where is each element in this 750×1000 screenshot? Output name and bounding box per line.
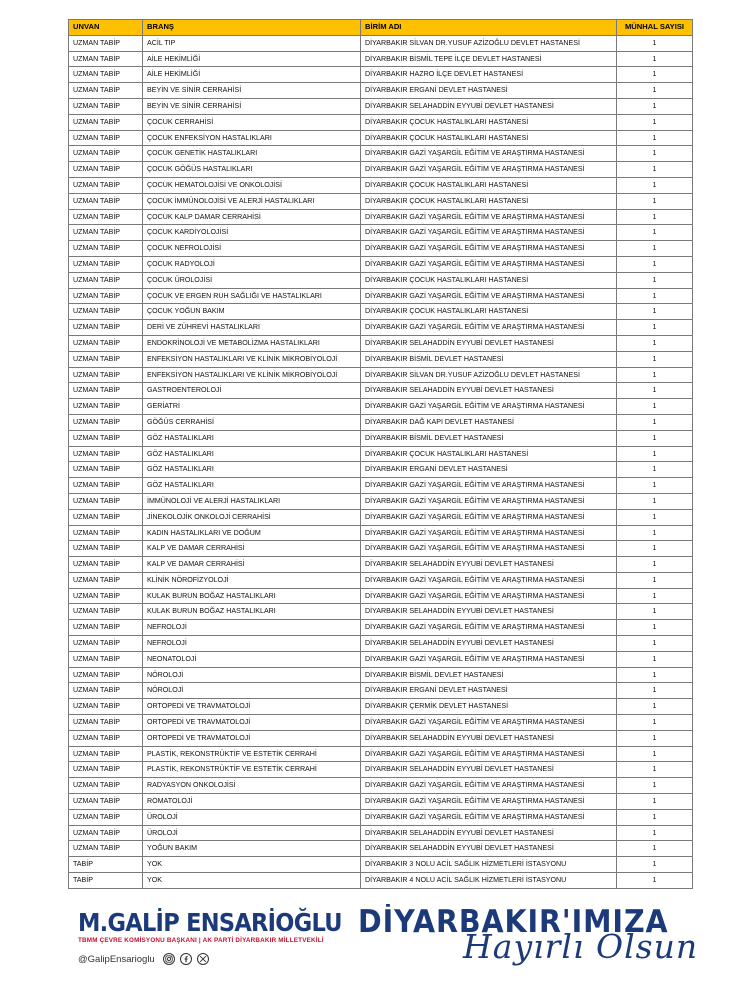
cell-unvan: UZMAN TABİP — [69, 778, 143, 794]
cell-unvan: UZMAN TABİP — [69, 604, 143, 620]
header-brans: BRANŞ — [143, 20, 361, 36]
cell-birim-adi: DİYARBAKIR BİSMİL DEVLET HASTANESİ — [361, 667, 617, 683]
cell-birim-adi: DİYARBAKIR GAZİ YAŞARGİL EĞİTİM VE ARAŞTIRMA HASTANESİ — [361, 651, 617, 667]
cell-brans: NÖROLOJİ — [143, 683, 361, 699]
cell-unvan: UZMAN TABİP — [69, 225, 143, 241]
cell-unvan: UZMAN TABİP — [69, 462, 143, 478]
slogan-script: Hayırlı Olsun — [463, 927, 699, 966]
cell-brans: PLASTİK, REKONSTRÜKTİF VE ESTETİK CERRAHİ — [143, 746, 361, 762]
cell-brans: YOĞUN BAKIM — [143, 841, 361, 857]
cell-munhal-sayisi: 1 — [617, 604, 693, 620]
cell-brans: ÇOCUK VE ERGEN RUH SAĞLIĞI VE HASTALIKLARI — [143, 288, 361, 304]
table-row — [69, 683, 693, 699]
cell-birim-adi: DİYARBAKIR SELAHADDİN EYYUBİ DEVLET HASTANESİ — [361, 604, 617, 620]
table-row — [69, 825, 693, 841]
cell-unvan: UZMAN TABİP — [69, 446, 143, 462]
cell-unvan: UZMAN TABİP — [69, 414, 143, 430]
cell-birim-adi: DİYARBAKIR GAZİ YAŞARGİL EĞİTİM VE ARAŞTIRMA HASTANESİ — [361, 572, 617, 588]
cell-brans: KULAK BURUN BOĞAZ HASTALIKLARI — [143, 604, 361, 620]
cell-birim-adi: DİYARBAKIR BİSMİL DEVLET HASTANESİ — [361, 430, 617, 446]
cell-birim-adi: DİYARBAKIR DAĞ KAPI DEVLET HASTANESİ — [361, 414, 617, 430]
table-row — [69, 83, 693, 99]
cell-unvan: UZMAN TABİP — [69, 272, 143, 288]
cell-birim-adi: DİYARBAKIR GAZİ YAŞARGİL EĞİTİM VE ARAŞTIRMA HASTANESİ — [361, 209, 617, 225]
table-row — [69, 636, 693, 652]
table-row — [69, 367, 693, 383]
cell-brans: GÖZ HASTALIKLARI — [143, 478, 361, 494]
cell-munhal-sayisi: 1 — [617, 620, 693, 636]
cell-birim-adi: DİYARBAKIR GAZİ YAŞARGİL EĞİTİM VE ARAŞTIRMA HASTANESİ — [361, 478, 617, 494]
cell-unvan: UZMAN TABİP — [69, 351, 143, 367]
table-row — [69, 478, 693, 494]
cell-birim-adi: DİYARBAKIR HAZRO İLÇE DEVLET HASTANESİ — [361, 67, 617, 83]
cell-unvan: UZMAN TABİP — [69, 51, 143, 67]
cell-birim-adi: DİYARBAKIR GAZİ YAŞARGİL EĞİTİM VE ARAŞTIRMA HASTANESİ — [361, 399, 617, 415]
cell-unvan: UZMAN TABİP — [69, 541, 143, 557]
cell-unvan: UZMAN TABİP — [69, 114, 143, 130]
table-row — [69, 809, 693, 825]
politician-brand — [78, 908, 342, 965]
header-birim-adi: BİRİM ADI — [361, 20, 617, 36]
cell-munhal-sayisi: 1 — [617, 177, 693, 193]
table-row — [69, 873, 693, 889]
cell-birim-adi: DİYARBAKIR BİSMİL TEPE İLÇE DEVLET HASTANESİ — [361, 51, 617, 67]
cell-munhal-sayisi: 1 — [617, 414, 693, 430]
cell-unvan: UZMAN TABİP — [69, 509, 143, 525]
cell-unvan: UZMAN TABİP — [69, 67, 143, 83]
cell-brans: ÇOCUK RADYOLOJİ — [143, 256, 361, 272]
cell-birim-adi: DİYARBAKIR GAZİ YAŞARGİL EĞİTİM VE ARAŞTIRMA HASTANESİ — [361, 588, 617, 604]
cell-brans: NEFROLOJİ — [143, 636, 361, 652]
table-row — [69, 525, 693, 541]
cell-brans: GÖĞÜS CERRAHİSİ — [143, 414, 361, 430]
cell-unvan: UZMAN TABİP — [69, 841, 143, 857]
vacancy-table — [68, 19, 693, 889]
cell-munhal-sayisi: 1 — [617, 146, 693, 162]
cell-unvan: UZMAN TABİP — [69, 699, 143, 715]
cell-birim-adi: DİYARBAKIR GAZİ YAŞARGİL EĞİTİM VE ARAŞTIRMA HASTANESİ — [361, 241, 617, 257]
cell-brans: NEONATOLOJİ — [143, 651, 361, 667]
cell-birim-adi: DİYARBAKIR GAZİ YAŞARGİL EĞİTİM VE ARAŞTIRMA HASTANESİ — [361, 225, 617, 241]
cell-unvan: UZMAN TABİP — [69, 177, 143, 193]
cell-unvan: UZMAN TABİP — [69, 651, 143, 667]
table-row — [69, 225, 693, 241]
cell-munhal-sayisi: 1 — [617, 83, 693, 99]
cell-munhal-sayisi: 1 — [617, 209, 693, 225]
cell-birim-adi: DİYARBAKIR ÇOCUK HASTALIKLARI HASTANESİ — [361, 446, 617, 462]
table-row — [69, 288, 693, 304]
cell-munhal-sayisi: 1 — [617, 288, 693, 304]
cell-munhal-sayisi: 1 — [617, 746, 693, 762]
cell-munhal-sayisi: 1 — [617, 446, 693, 462]
cell-brans: YOK — [143, 857, 361, 873]
cell-brans: ÜROLOJİ — [143, 825, 361, 841]
table-body — [69, 35, 693, 888]
cell-birim-adi: DİYARBAKIR ÇERMİK DEVLET HASTANESİ — [361, 699, 617, 715]
table-row — [69, 256, 693, 272]
cell-unvan: UZMAN TABİP — [69, 399, 143, 415]
cell-munhal-sayisi: 1 — [617, 809, 693, 825]
cell-munhal-sayisi: 1 — [617, 715, 693, 731]
cell-birim-adi: DİYARBAKIR GAZİ YAŞARGİL EĞİTİM VE ARAŞTIRMA HASTANESİ — [361, 493, 617, 509]
cell-munhal-sayisi: 1 — [617, 493, 693, 509]
cell-unvan: UZMAN TABİP — [69, 367, 143, 383]
cell-brans: AİLE HEKİMLİĞİ — [143, 51, 361, 67]
cell-brans: JİNEKOLOJİK ONKOLOJİ CERRAHİSİ — [143, 509, 361, 525]
cell-birim-adi: DİYARBAKIR GAZİ YAŞARGİL EĞİTİM VE ARAŞTIRMA HASTANESİ — [361, 746, 617, 762]
cell-brans: ROMATOLOJİ — [143, 794, 361, 810]
table-row — [69, 146, 693, 162]
cell-munhal-sayisi: 1 — [617, 699, 693, 715]
cell-brans: ACİL TIP — [143, 35, 361, 51]
table-row — [69, 130, 693, 146]
cell-brans: KALP VE DAMAR CERRAHİSİ — [143, 541, 361, 557]
table-row — [69, 351, 693, 367]
table-row — [69, 320, 693, 336]
cell-munhal-sayisi: 1 — [617, 825, 693, 841]
facebook-icon[interactable] — [180, 953, 192, 965]
cell-unvan: UZMAN TABİP — [69, 83, 143, 99]
cell-munhal-sayisi: 1 — [617, 335, 693, 351]
cell-unvan: UZMAN TABİP — [69, 730, 143, 746]
cell-birim-adi: DİYARBAKIR SİLVAN DR.YUSUF AZİZOĞLU DEVLET HASTANESİ — [361, 367, 617, 383]
cell-brans: ÇOCUK ENFEKSİYON HASTALIKLARI — [143, 130, 361, 146]
x-icon[interactable] — [197, 953, 209, 965]
politician-title: TBMM ÇEVRE KOMİSYONU BAŞKANI | AK PARTİ DİYARBAKIR MİLLETVEKİLİ — [78, 937, 324, 944]
table-row — [69, 841, 693, 857]
cell-unvan: UZMAN TABİP — [69, 320, 143, 336]
cell-brans: GÖZ HASTALIKLARI — [143, 462, 361, 478]
cell-unvan: UZMAN TABİP — [69, 430, 143, 446]
cell-munhal-sayisi: 1 — [617, 304, 693, 320]
cell-munhal-sayisi: 1 — [617, 399, 693, 415]
social-row — [78, 953, 338, 965]
table-row — [69, 414, 693, 430]
cell-unvan: TABİP — [69, 857, 143, 873]
cell-unvan: UZMAN TABİP — [69, 683, 143, 699]
cell-unvan: UZMAN TABİP — [69, 588, 143, 604]
cell-munhal-sayisi: 1 — [617, 525, 693, 541]
cell-brans: ÇOCUK GENETİK HASTALIKLARI — [143, 146, 361, 162]
cell-munhal-sayisi: 1 — [617, 193, 693, 209]
cell-brans: ÇOCUK HEMATOLOJİSİ VE ONKOLOJİSİ — [143, 177, 361, 193]
cell-birim-adi: DİYARBAKIR ÇOCUK HASTALIKLARI HASTANESİ — [361, 114, 617, 130]
cell-birim-adi: DİYARBAKIR GAZİ YAŞARGİL EĞİTİM VE ARAŞTIRMA HASTANESİ — [361, 256, 617, 272]
cell-munhal-sayisi: 1 — [617, 778, 693, 794]
table-row — [69, 462, 693, 478]
cell-unvan: UZMAN TABİP — [69, 493, 143, 509]
cell-unvan: UZMAN TABİP — [69, 794, 143, 810]
table-row — [69, 730, 693, 746]
table-row — [69, 272, 693, 288]
cell-brans: ÇOCUK KALP DAMAR CERRAHİSİ — [143, 209, 361, 225]
cell-brans: KADIN HASTALIKLARI VE DOĞUM — [143, 525, 361, 541]
cell-munhal-sayisi: 1 — [617, 683, 693, 699]
table-row — [69, 604, 693, 620]
table-row — [69, 162, 693, 178]
cell-brans: DERİ VE ZÜHREVİ HASTALIKLARI — [143, 320, 361, 336]
cell-unvan: UZMAN TABİP — [69, 193, 143, 209]
cell-munhal-sayisi: 1 — [617, 241, 693, 257]
cell-munhal-sayisi: 1 — [617, 572, 693, 588]
cell-brans: AİLE HEKİMLİĞİ — [143, 67, 361, 83]
cell-munhal-sayisi: 1 — [617, 762, 693, 778]
cell-unvan: UZMAN TABİP — [69, 825, 143, 841]
cell-birim-adi: DİYARBAKIR SELAHADDİN EYYUBİ DEVLET HASTANESİ — [361, 383, 617, 399]
table-row — [69, 651, 693, 667]
cell-brans: NÖROLOJİ — [143, 667, 361, 683]
cell-birim-adi: DİYARBAKIR ÇOCUK HASTALIKLARI HASTANESİ — [361, 130, 617, 146]
cell-birim-adi: DİYARBAKIR SELAHADDİN EYYUBİ DEVLET HASTANESİ — [361, 730, 617, 746]
cell-unvan: UZMAN TABİP — [69, 162, 143, 178]
cell-munhal-sayisi: 1 — [617, 114, 693, 130]
cell-birim-adi: DİYARBAKIR ÇOCUK HASTALIKLARI HASTANESİ — [361, 193, 617, 209]
cell-birim-adi: DİYARBAKIR 3 NOLU ACİL SAĞLIK HİZMETLERİ İSTASYONU — [361, 857, 617, 873]
cell-birim-adi: DİYARBAKIR ERGANİ DEVLET HASTANESİ — [361, 683, 617, 699]
cell-brans: KLİNİK NÖROFİZYOLOJİ — [143, 572, 361, 588]
table-row — [69, 35, 693, 51]
cell-birim-adi: DİYARBAKIR SELAHADDİN EYYUBİ DEVLET HASTANESİ — [361, 636, 617, 652]
table-header-row — [69, 20, 693, 36]
cell-munhal-sayisi: 1 — [617, 636, 693, 652]
cell-unvan: UZMAN TABİP — [69, 809, 143, 825]
table-row — [69, 430, 693, 446]
cell-munhal-sayisi: 1 — [617, 225, 693, 241]
cell-unvan: UZMAN TABİP — [69, 241, 143, 257]
cell-munhal-sayisi: 1 — [617, 272, 693, 288]
table-row — [69, 304, 693, 320]
header-munhal-sayisi: MÜNHAL SAYISI — [617, 20, 693, 36]
cell-unvan: UZMAN TABİP — [69, 383, 143, 399]
table-row — [69, 541, 693, 557]
table-row — [69, 67, 693, 83]
cell-unvan: UZMAN TABİP — [69, 98, 143, 114]
cell-munhal-sayisi: 1 — [617, 478, 693, 494]
cell-brans: KULAK BURUN BOĞAZ HASTALIKLARI — [143, 588, 361, 604]
cell-birim-adi: DİYARBAKIR GAZİ YAŞARGİL EĞİTİM VE ARAŞTIRMA HASTANESİ — [361, 146, 617, 162]
cell-munhal-sayisi: 1 — [617, 873, 693, 889]
cell-birim-adi: DİYARBAKIR SİLVAN DR.YUSUF AZİZOĞLU DEVLET HASTANESİ — [361, 35, 617, 51]
cell-munhal-sayisi: 1 — [617, 351, 693, 367]
cell-munhal-sayisi: 1 — [617, 51, 693, 67]
cell-brans: ENDOKRİNOLOJİ VE METABOLİZMA HASTALIKLARI — [143, 335, 361, 351]
cell-birim-adi: DİYARBAKIR GAZİ YAŞARGİL EĞİTİM VE ARAŞTIRMA HASTANESİ — [361, 320, 617, 336]
table-row — [69, 746, 693, 762]
cell-birim-adi: DİYARBAKIR SELAHADDİN EYYUBİ DEVLET HASTANESİ — [361, 841, 617, 857]
table-row — [69, 778, 693, 794]
cell-brans: GÖZ HASTALIKLARI — [143, 446, 361, 462]
cell-birim-adi: DİYARBAKIR BİSMİL DEVLET HASTANESİ — [361, 351, 617, 367]
cell-birim-adi: DİYARBAKIR SELAHADDİN EYYUBİ DEVLET HASTANESİ — [361, 98, 617, 114]
cell-brans: ÇOCUK CERRAHİSİ — [143, 114, 361, 130]
cell-brans: GASTROENTEROLOJİ — [143, 383, 361, 399]
cell-unvan: TABİP — [69, 873, 143, 889]
cell-unvan: UZMAN TABİP — [69, 35, 143, 51]
cell-brans: ENFEKSİYON HASTALIKLARI VE KLİNİK MİKROBİYOLOJİ — [143, 367, 361, 383]
cell-munhal-sayisi: 1 — [617, 162, 693, 178]
cell-munhal-sayisi: 1 — [617, 320, 693, 336]
cell-unvan: UZMAN TABİP — [69, 146, 143, 162]
cell-brans: BEYİN VE SİNİR CERRAHİSİ — [143, 83, 361, 99]
cell-munhal-sayisi: 1 — [617, 730, 693, 746]
cell-brans: KALP VE DAMAR CERRAHİSİ — [143, 557, 361, 573]
cell-unvan: UZMAN TABİP — [69, 525, 143, 541]
cell-unvan: UZMAN TABİP — [69, 636, 143, 652]
table-row — [69, 699, 693, 715]
table-row — [69, 572, 693, 588]
table-row — [69, 715, 693, 731]
table-row — [69, 794, 693, 810]
cell-birim-adi: DİYARBAKIR SELAHADDİN EYYUBİ DEVLET HASTANESİ — [361, 557, 617, 573]
cell-munhal-sayisi: 1 — [617, 256, 693, 272]
cell-munhal-sayisi: 1 — [617, 367, 693, 383]
table-row — [69, 620, 693, 636]
cell-munhal-sayisi: 1 — [617, 35, 693, 51]
cell-munhal-sayisi: 1 — [617, 509, 693, 525]
social-handle[interactable]: @GalipEnsarioglu — [78, 953, 155, 965]
cell-birim-adi: DİYARBAKIR GAZİ YAŞARGİL EĞİTİM VE ARAŞTIRMA HASTANESİ — [361, 541, 617, 557]
table-row — [69, 193, 693, 209]
politician-name: M.GALİP ENSARİOĞLU — [78, 908, 342, 937]
cell-brans: ORTOPEDİ VE TRAVMATOLOJİ — [143, 699, 361, 715]
table-row — [69, 557, 693, 573]
cell-brans: BEYİN VE SİNİR CERRAHİSİ — [143, 98, 361, 114]
table-row — [69, 509, 693, 525]
table-row — [69, 667, 693, 683]
cell-unvan: UZMAN TABİP — [69, 209, 143, 225]
cell-munhal-sayisi: 1 — [617, 462, 693, 478]
cell-brans: ÇOCUK İMMÜNOLOJİSİ VE ALERJİ HASTALIKLARI — [143, 193, 361, 209]
cell-brans: PLASTİK, REKONSTRÜKTİF VE ESTETİK CERRAHİ — [143, 762, 361, 778]
cell-unvan: UZMAN TABİP — [69, 620, 143, 636]
cell-birim-adi: DİYARBAKIR SELAHADDİN EYYUBİ DEVLET HASTANESİ — [361, 825, 617, 841]
cell-brans: ÇOCUK KARDİYOLOJİSİ — [143, 225, 361, 241]
cell-brans: GÖZ HASTALIKLARI — [143, 430, 361, 446]
cell-unvan: UZMAN TABİP — [69, 256, 143, 272]
cell-unvan: UZMAN TABİP — [69, 335, 143, 351]
cell-munhal-sayisi: 1 — [617, 651, 693, 667]
table-row — [69, 383, 693, 399]
cell-birim-adi: DİYARBAKIR GAZİ YAŞARGİL EĞİTİM VE ARAŞTIRMA HASTANESİ — [361, 162, 617, 178]
cell-birim-adi: DİYARBAKIR GAZİ YAŞARGİL EĞİTİM VE ARAŞTIRMA HASTANESİ — [361, 809, 617, 825]
table-row — [69, 588, 693, 604]
table-row — [69, 335, 693, 351]
cell-brans: NEFROLOJİ — [143, 620, 361, 636]
cell-birim-adi: DİYARBAKIR GAZİ YAŞARGİL EĞİTİM VE ARAŞTIRMA HASTANESİ — [361, 778, 617, 794]
cell-brans: ENFEKSİYON HASTALIKLARI VE KLİNİK MİKROBİYOLOJİ — [143, 351, 361, 367]
cell-birim-adi: DİYARBAKIR ERGANİ DEVLET HASTANESİ — [361, 83, 617, 99]
table-row — [69, 493, 693, 509]
cell-birim-adi: DİYARBAKIR ÇOCUK HASTALIKLARI HASTANESİ — [361, 272, 617, 288]
cell-unvan: UZMAN TABİP — [69, 746, 143, 762]
cell-unvan: UZMAN TABİP — [69, 557, 143, 573]
cell-munhal-sayisi: 1 — [617, 857, 693, 873]
cell-munhal-sayisi: 1 — [617, 430, 693, 446]
slogan-block — [358, 905, 698, 985]
cell-brans: GERİATRİ — [143, 399, 361, 415]
cell-munhal-sayisi: 1 — [617, 667, 693, 683]
cell-unvan: UZMAN TABİP — [69, 304, 143, 320]
slogan-main: DİYARBAKIR'IMIZA — [358, 904, 669, 940]
cell-munhal-sayisi: 1 — [617, 588, 693, 604]
cell-birim-adi: DİYARBAKIR GAZİ YAŞARGİL EĞİTİM VE ARAŞTIRMA HASTANESİ — [361, 794, 617, 810]
cell-birim-adi: DİYARBAKIR GAZİ YAŞARGİL EĞİTİM VE ARAŞTIRMA HASTANESİ — [361, 715, 617, 731]
cell-brans: YOK — [143, 873, 361, 889]
table-row — [69, 209, 693, 225]
table-row — [69, 98, 693, 114]
header-unvan: UNVAN — [69, 20, 143, 36]
cell-unvan: UZMAN TABİP — [69, 667, 143, 683]
cell-birim-adi: DİYARBAKIR GAZİ YAŞARGİL EĞİTİM VE ARAŞTIRMA HASTANESİ — [361, 509, 617, 525]
cell-brans: ÇOCUK ÜROLOJİSİ — [143, 272, 361, 288]
cell-unvan: UZMAN TABİP — [69, 572, 143, 588]
cell-birim-adi: DİYARBAKIR SELAHADDİN EYYUBİ DEVLET HASTANESİ — [361, 335, 617, 351]
cell-munhal-sayisi: 1 — [617, 67, 693, 83]
cell-brans: İMMÜNOLOJİ VE ALERJİ HASTALIKLARI — [143, 493, 361, 509]
cell-unvan: UZMAN TABİP — [69, 715, 143, 731]
cell-unvan: UZMAN TABİP — [69, 762, 143, 778]
cell-munhal-sayisi: 1 — [617, 794, 693, 810]
cell-munhal-sayisi: 1 — [617, 98, 693, 114]
cell-birim-adi: DİYARBAKIR GAZİ YAŞARGİL EĞİTİM VE ARAŞTIRMA HASTANESİ — [361, 288, 617, 304]
cell-birim-adi: DİYARBAKIR GAZİ YAŞARGİL EĞİTİM VE ARAŞTIRMA HASTANESİ — [361, 620, 617, 636]
table-row — [69, 241, 693, 257]
cell-birim-adi: DİYARBAKIR ÇOCUK HASTALIKLARI HASTANESİ — [361, 304, 617, 320]
table-row — [69, 762, 693, 778]
cell-brans: ÇOCUK GÖĞÜS HASTALIKLARI — [143, 162, 361, 178]
cell-brans: ÇOCUK YOĞUN BAKIM — [143, 304, 361, 320]
cell-munhal-sayisi: 1 — [617, 541, 693, 557]
cell-munhal-sayisi: 1 — [617, 383, 693, 399]
cell-brans: ÇOCUK NEFROLOJİSİ — [143, 241, 361, 257]
cell-birim-adi: DİYARBAKIR ÇOCUK HASTALIKLARI HASTANESİ — [361, 177, 617, 193]
cell-brans: ÜROLOJİ — [143, 809, 361, 825]
cell-munhal-sayisi: 1 — [617, 841, 693, 857]
cell-munhal-sayisi: 1 — [617, 557, 693, 573]
cell-unvan: UZMAN TABİP — [69, 288, 143, 304]
cell-unvan: UZMAN TABİP — [69, 130, 143, 146]
cell-birim-adi: DİYARBAKIR GAZİ YAŞARGİL EĞİTİM VE ARAŞTIRMA HASTANESİ — [361, 525, 617, 541]
table-row — [69, 399, 693, 415]
table-row — [69, 51, 693, 67]
cell-birim-adi: DİYARBAKIR 4 NOLU ACİL SAĞLIK HİZMETLERİ İSTASYONU — [361, 873, 617, 889]
table-row — [69, 446, 693, 462]
cell-brans: RADYASYON ONKOLOJİSİ — [143, 778, 361, 794]
instagram-icon[interactable] — [163, 953, 175, 965]
cell-birim-adi: DİYARBAKIR ERGANİ DEVLET HASTANESİ — [361, 462, 617, 478]
cell-brans: ORTOPEDİ VE TRAVMATOLOJİ — [143, 715, 361, 731]
cell-birim-adi: DİYARBAKIR SELAHADDİN EYYUBİ DEVLET HASTANESİ — [361, 762, 617, 778]
cell-unvan: UZMAN TABİP — [69, 478, 143, 494]
table-row — [69, 177, 693, 193]
cell-brans: ORTOPEDİ VE TRAVMATOLOJİ — [143, 730, 361, 746]
table-row — [69, 114, 693, 130]
table-row — [69, 857, 693, 873]
cell-munhal-sayisi: 1 — [617, 130, 693, 146]
